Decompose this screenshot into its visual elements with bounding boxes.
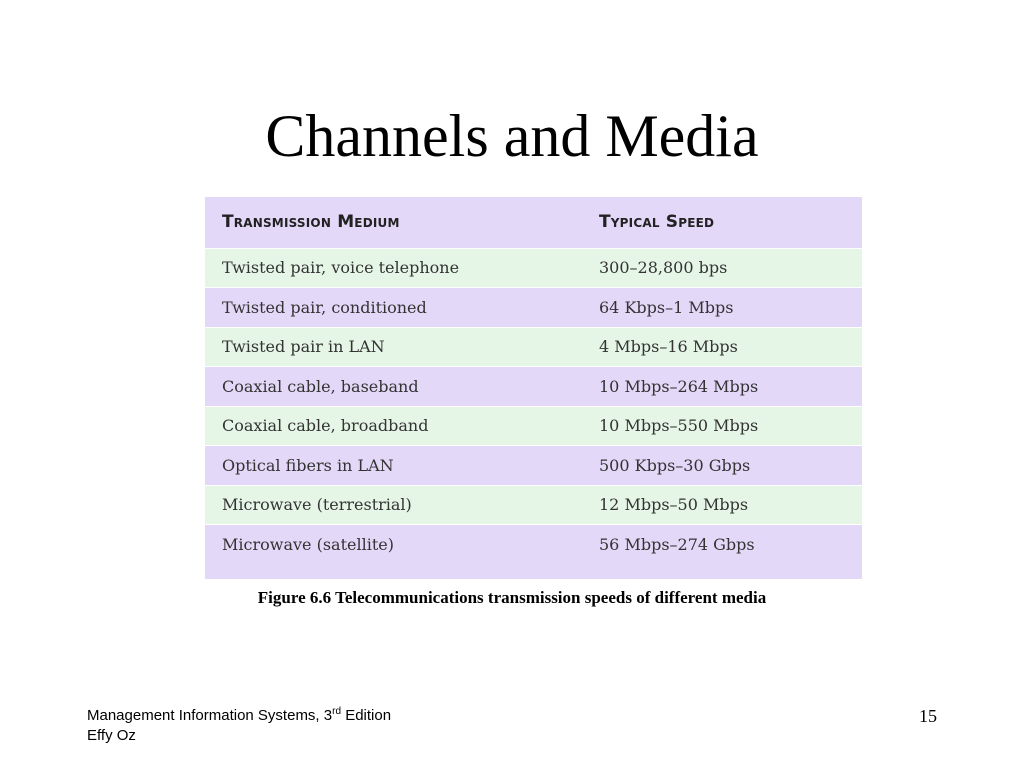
speed-cell: 64 Kbps–1 Mbps xyxy=(594,288,862,328)
book-title: Management Information Systems, 3 xyxy=(87,707,333,724)
table-row xyxy=(205,288,862,328)
speed-cell: 10 Mbps–264 Mbps xyxy=(594,367,862,407)
medium-cell: Twisted pair in LAN xyxy=(205,327,594,367)
figure-caption: Figure 6.6 Telecommunications transmission speeds of different media xyxy=(257,588,767,607)
column-header-medium: Transmission Medium xyxy=(222,212,400,233)
column-header-speed: Typical Speed xyxy=(599,212,715,233)
table-row xyxy=(205,248,862,288)
medium-cell: Coaxial cable, broadband xyxy=(205,406,594,446)
speed-cell: 500 Kbps–30 Gbps xyxy=(594,446,862,486)
table-row xyxy=(205,446,862,486)
footer-credits xyxy=(87,706,391,746)
medium-cell: Twisted pair, conditioned xyxy=(205,288,594,328)
page-number: 15 xyxy=(919,706,937,726)
medium-cell: Twisted pair, voice telephone xyxy=(205,248,594,288)
medium-cell: Microwave (terrestrial) xyxy=(205,485,594,525)
author-name: Effy Oz xyxy=(87,727,136,744)
speed-cell: 10 Mbps–550 Mbps xyxy=(594,406,862,446)
speed-cell: 56 Mbps–274 Gbps xyxy=(594,525,862,579)
transmission-speed-table xyxy=(205,197,862,579)
table-header-row xyxy=(205,197,862,248)
slide-title: Channels and Media xyxy=(265,103,759,169)
table-row xyxy=(205,525,862,579)
speed-cell: 12 Mbps–50 Mbps xyxy=(594,485,862,525)
table-row xyxy=(205,406,862,446)
table-row xyxy=(205,367,862,407)
medium-cell: Microwave (satellite) xyxy=(205,525,594,579)
medium-cell: Optical fibers in LAN xyxy=(205,446,594,486)
book-title-line xyxy=(87,706,391,726)
edition-superscript: rd xyxy=(332,706,342,717)
speed-cell: 4 Mbps–16 Mbps xyxy=(594,327,862,367)
table-row xyxy=(205,327,862,367)
speed-cell: 300–28,800 bps xyxy=(594,248,862,288)
edition-label: Edition xyxy=(341,707,392,724)
medium-cell: Coaxial cable, baseband xyxy=(205,367,594,407)
table-row xyxy=(205,485,862,525)
